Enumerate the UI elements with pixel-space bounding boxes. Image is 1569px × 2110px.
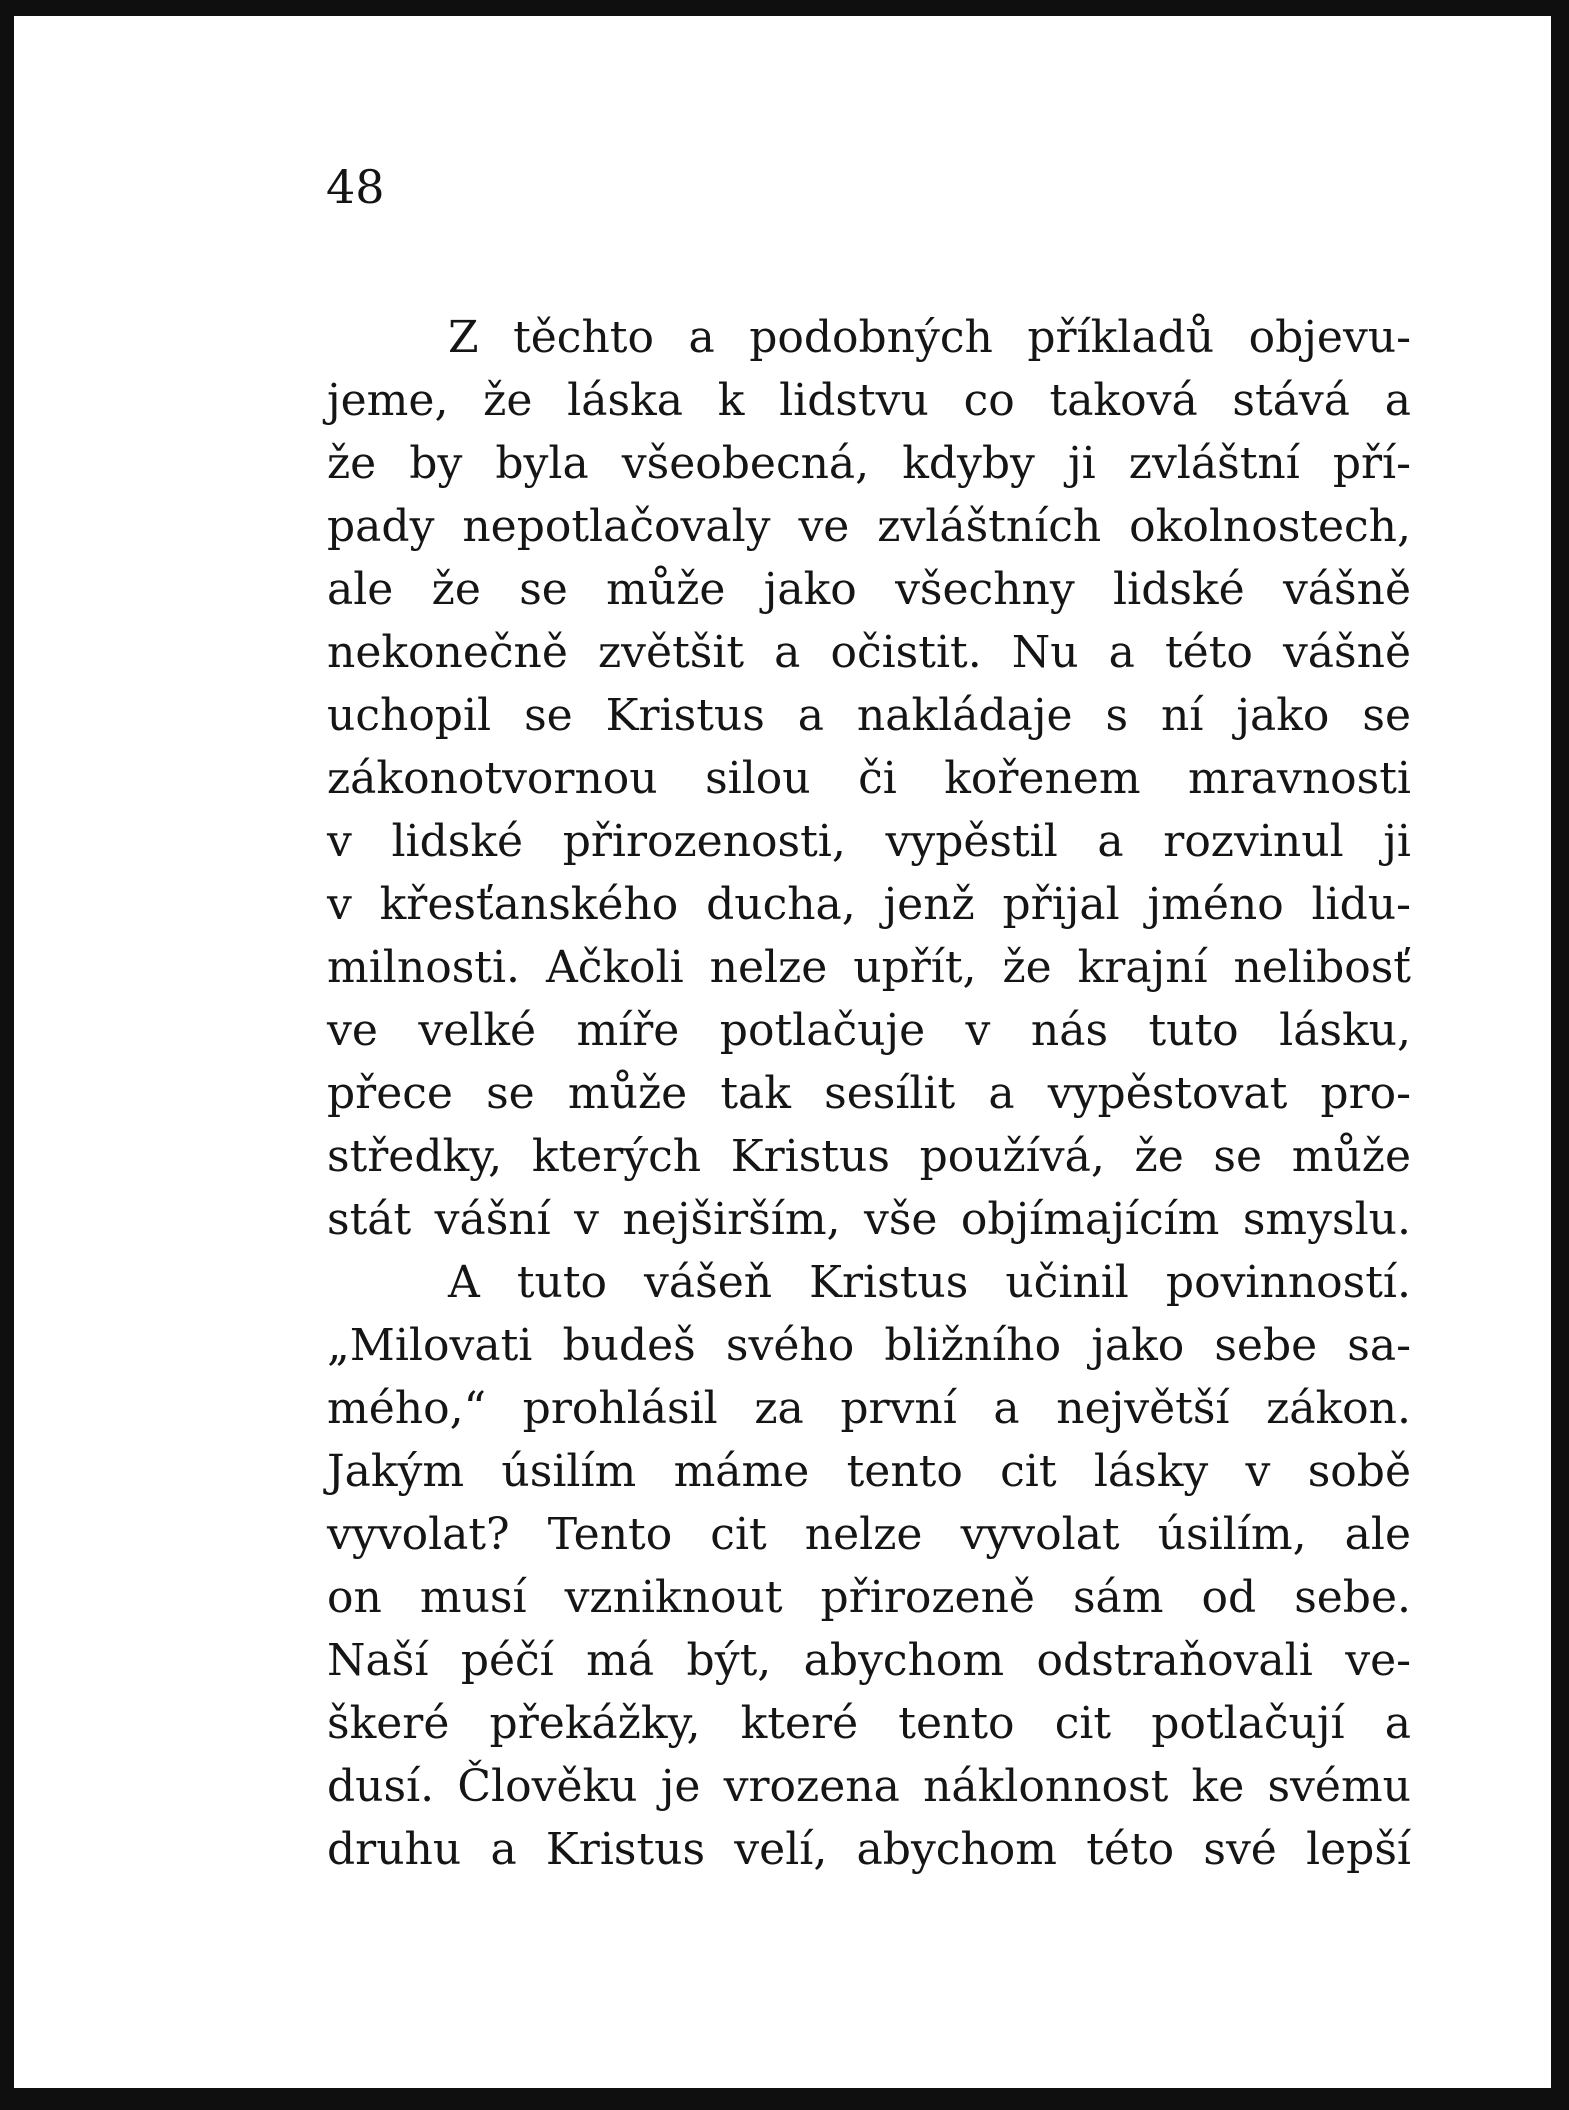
text-line: A tuto vášeň Kristus učinil povinností.	[448, 1257, 1411, 1308]
text-line: škeré překážky, které tento cit potlačují a	[327, 1698, 1411, 1749]
text-line: ale že se může jako všechny lidské vášně	[327, 564, 1411, 615]
text-line: v křesťanského ducha, jenž přijal jméno lidu-	[327, 879, 1411, 930]
text-line: jeme, že láska k lidstvu co taková stává a	[327, 375, 1411, 426]
text-line: v lidské přirozenosti, vypěstil a rozvinul ji	[327, 816, 1411, 867]
text-line: ve velké míře potlačuje v nás tuto lásku,	[327, 1005, 1411, 1056]
text-line: pady nepotlačovaly ve zvláštních okolnostech,	[327, 501, 1411, 552]
text-line: nekonečně zvětšit a očistit. Nu a této vášně	[327, 627, 1411, 678]
book-page	[14, 16, 1551, 2088]
text-line: že by byla všeobecná, kdyby ji zvláštní pří-	[327, 438, 1411, 489]
text-line: Z těchto a podobných příkladů objevu-	[448, 312, 1411, 363]
text-line: on musí vzniknout přirozeně sám od sebe.	[327, 1572, 1411, 1623]
text-line: Naší péčí má být, abychom odstraňovali ve-	[327, 1635, 1411, 1686]
text-line: vyvolat? Tento cit nelze vyvolat úsilím, ale	[327, 1509, 1411, 1560]
text-line: uchopil se Kristus a nakládaje s ní jako se	[327, 690, 1411, 741]
text-line: druhu a Kristus velí, abychom této své lepší	[327, 1824, 1411, 1875]
text-line: mého,“ prohlásil za první a největší zákon.	[327, 1383, 1411, 1434]
text-line: přece se může tak sesílit a vypěstovat pro-	[327, 1068, 1411, 1119]
text-line: „Milovati budeš svého bližního jako sebe sa-	[327, 1320, 1411, 1371]
text-line: Jakým úsilím máme tento cit lásky v sobě	[327, 1446, 1411, 1497]
text-line: zákonotvornou silou či kořenem mravnosti	[327, 753, 1411, 804]
text-line: stát vášní v nejširším, vše objímajícím smyslu.	[327, 1194, 1411, 1245]
text-line: dusí. Člověku je vrozena náklonnost ke svému	[327, 1761, 1411, 1812]
text-line: milnosti. Ačkoli nelze upřít, že krajní nelibosť	[327, 942, 1411, 993]
body-text	[327, 306, 1411, 1881]
text-line: středky, kterých Kristus používá, že se může	[327, 1131, 1411, 1182]
page-number: 48	[326, 160, 385, 214]
